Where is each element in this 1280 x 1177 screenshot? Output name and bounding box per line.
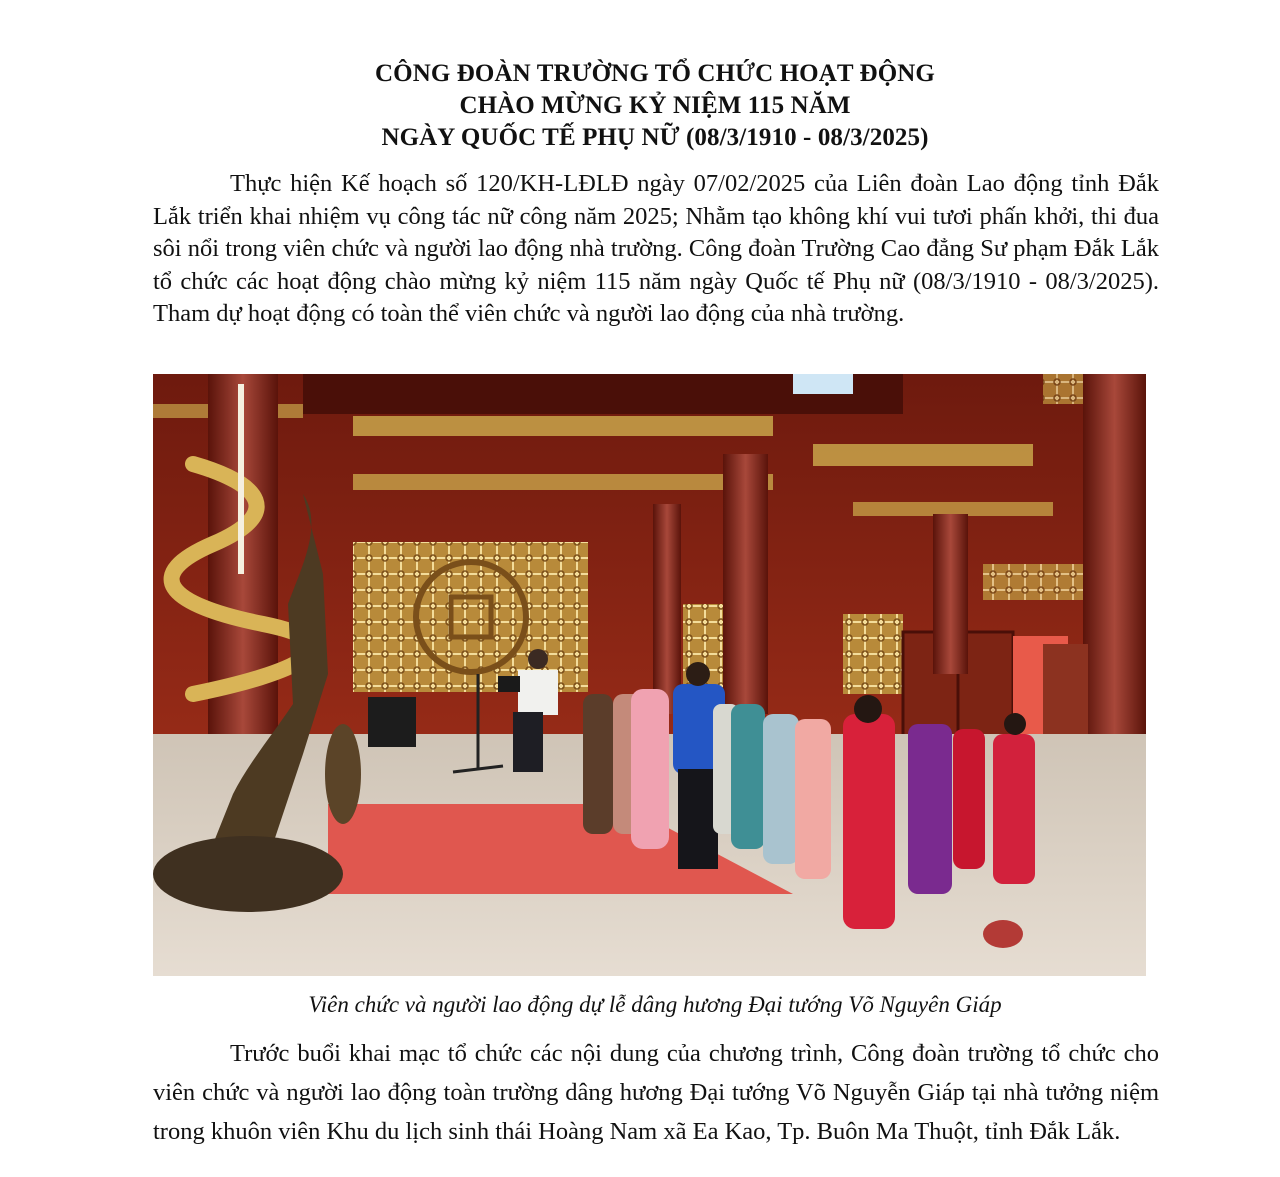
title-line-3: NGÀY QUỐC TẾ PHỤ NỮ (08/3/1910 - 08/3/2025): [381, 124, 929, 151]
paragraph-ceremony: Trước buổi khai mạc tổ chức các nội dung của chương trình, Công đoàn trường tổ chức cho viên chức và người lao động toàn trường dâng hương Đại tướng Võ Nguyễn Giáp tại nhà tưởng niệm trong khuôn viên Khu du lịch sinh thái Hoàng Nam xã Ea Kao, Tp. Buôn Ma Thuột, tỉnh Đắk Lắk.: [153, 1040, 1159, 1145]
photo-caption: Viên chức và người lao động dự lễ dâng hương Đại tướng Võ Nguyên Giáp: [308, 992, 1002, 1017]
ceremony-photo: [153, 374, 1146, 976]
paragraph-intro: Thực hiện Kế hoạch số 120/KH-LĐLĐ ngày 07/02/2025 của Liên đoàn Lao động tỉnh Đắk Lắk triển khai nhiệm vụ công tác nữ công năm 2025; Nhằm tạo không khí vui tươi phấn khởi, thi đua sôi nổi trong viên chức và người lao động nhà trường. Công đoàn Trường Cao đẳng Sư phạm Đắk Lắk tổ chức các hoạt động chào mừng kỷ niệm 115 năm ngày Quốc tế Phụ nữ (08/3/1910 - 08/3/2025). Tham dự hoạt động có toàn thể viên chức và người lao động của nhà trường.: [153, 170, 1159, 327]
title-line-2: CHÀO MỪNG KỶ NIỆM 115 NĂM: [459, 92, 851, 119]
title-line-1: CÔNG ĐOÀN TRƯỜNG TỔ CHỨC HOẠT ĐỘNG: [375, 60, 935, 87]
article-title: [150, 58, 1160, 154]
